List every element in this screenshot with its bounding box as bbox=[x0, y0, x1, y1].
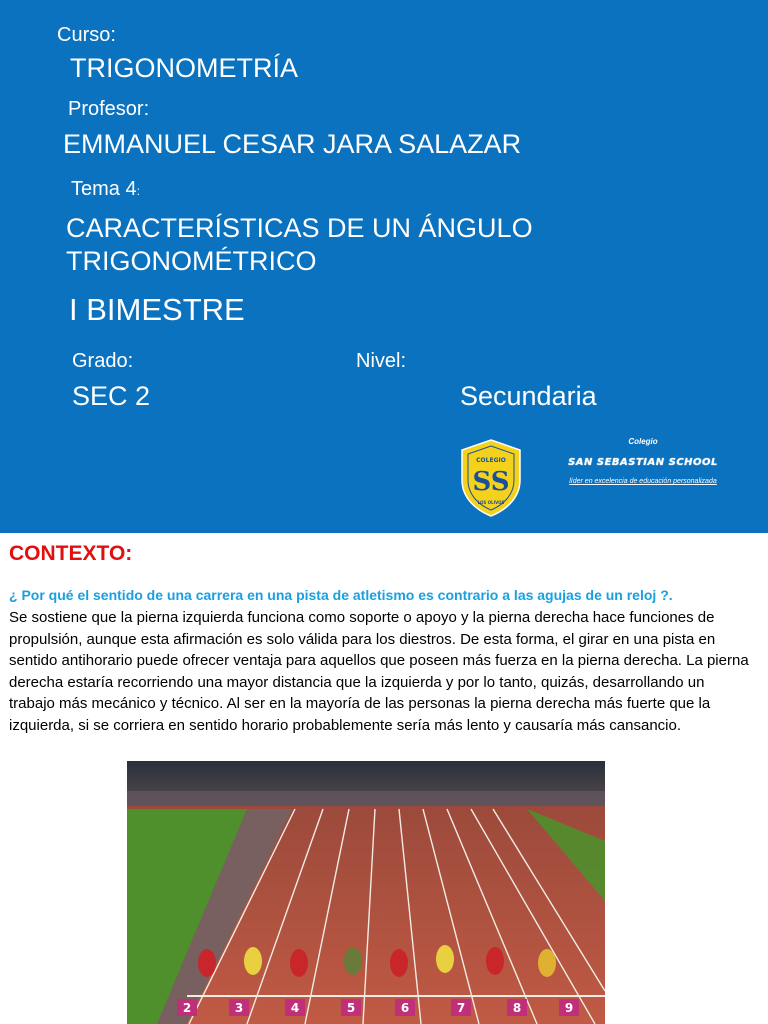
shield-initials: SS bbox=[472, 467, 510, 497]
lane-number: 5 bbox=[346, 1001, 356, 1015]
topic-label-colon: : bbox=[136, 184, 140, 198]
course-label: Curso: bbox=[57, 24, 116, 46]
term-label: I BIMESTRE bbox=[69, 292, 245, 327]
lane-number: 6 bbox=[400, 1001, 410, 1015]
shield-bottom-text: LOS OLIVOS bbox=[477, 500, 505, 505]
level-label: Nivel: bbox=[356, 350, 407, 372]
school-tagline: líder en excelencia de educación personalizada bbox=[569, 478, 717, 485]
grade-label: Grado: bbox=[72, 350, 134, 372]
lane-number: 3 bbox=[234, 1001, 244, 1015]
course-value: TRIGONOMETRÍA bbox=[70, 53, 298, 83]
topic-title-line1: CARACTERÍSTICAS DE UN ÁNGULO bbox=[66, 213, 533, 243]
school-wordmark bbox=[548, 438, 738, 508]
context-question: ¿ Por qué el sentido de una carrera en una pista de atletismo es contrario a las agujas de un reloj ?. bbox=[9, 587, 673, 603]
lane-number: 2 bbox=[182, 1001, 192, 1015]
shield-top-text: COLEGIO bbox=[476, 457, 506, 464]
track-photo bbox=[127, 761, 605, 1024]
topic-title-line2: TRIGONOMÉTRICO bbox=[66, 246, 317, 276]
teacher-label: Profesor: bbox=[68, 98, 150, 120]
topic-title bbox=[66, 212, 533, 278]
lane-number: 7 bbox=[456, 1001, 466, 1015]
grade-value: SEC 2 bbox=[72, 381, 151, 411]
context-body: Se sostiene que la pierna izquierda funciona como soporte o apoyo y la pierna derecha hace funciones de propulsión, aunque esta afirmación es solo válida para los diestros. De esta forma, el girar en una pista en sentido antihorario puede ofrecer ventaja para aquellos que poseen más fuerza en la pierna derecha. La pierna derecha estaría recorriendo una mayor distancia que la izquierda y por lo tanto, quizás, desarrollando un trabajo más mecánico y técnico. Al ser en la mayoría de las personas la pierna derecha más fuerte que la izquierda, si se corriera en sentido horario probablemente sería más lento y causaría más cansancio. bbox=[9, 609, 749, 734]
teacher-name: EMMANUEL CESAR JARA SALAZAR bbox=[63, 129, 522, 159]
lane-number: 4 bbox=[290, 1001, 300, 1015]
lane-number: 8 bbox=[512, 1001, 522, 1015]
topic-label bbox=[71, 179, 140, 199]
school-name: SAN SEBASTIAN SCHOOL bbox=[568, 457, 718, 468]
level-value: Secundaria bbox=[460, 381, 597, 411]
topic-label-text: Tema 4 bbox=[71, 178, 137, 200]
school-prefix: Colegio bbox=[628, 437, 658, 446]
lane-number: 9 bbox=[564, 1001, 574, 1015]
school-shield-logo bbox=[458, 438, 524, 518]
context-title: CONTEXTO: bbox=[9, 542, 133, 565]
